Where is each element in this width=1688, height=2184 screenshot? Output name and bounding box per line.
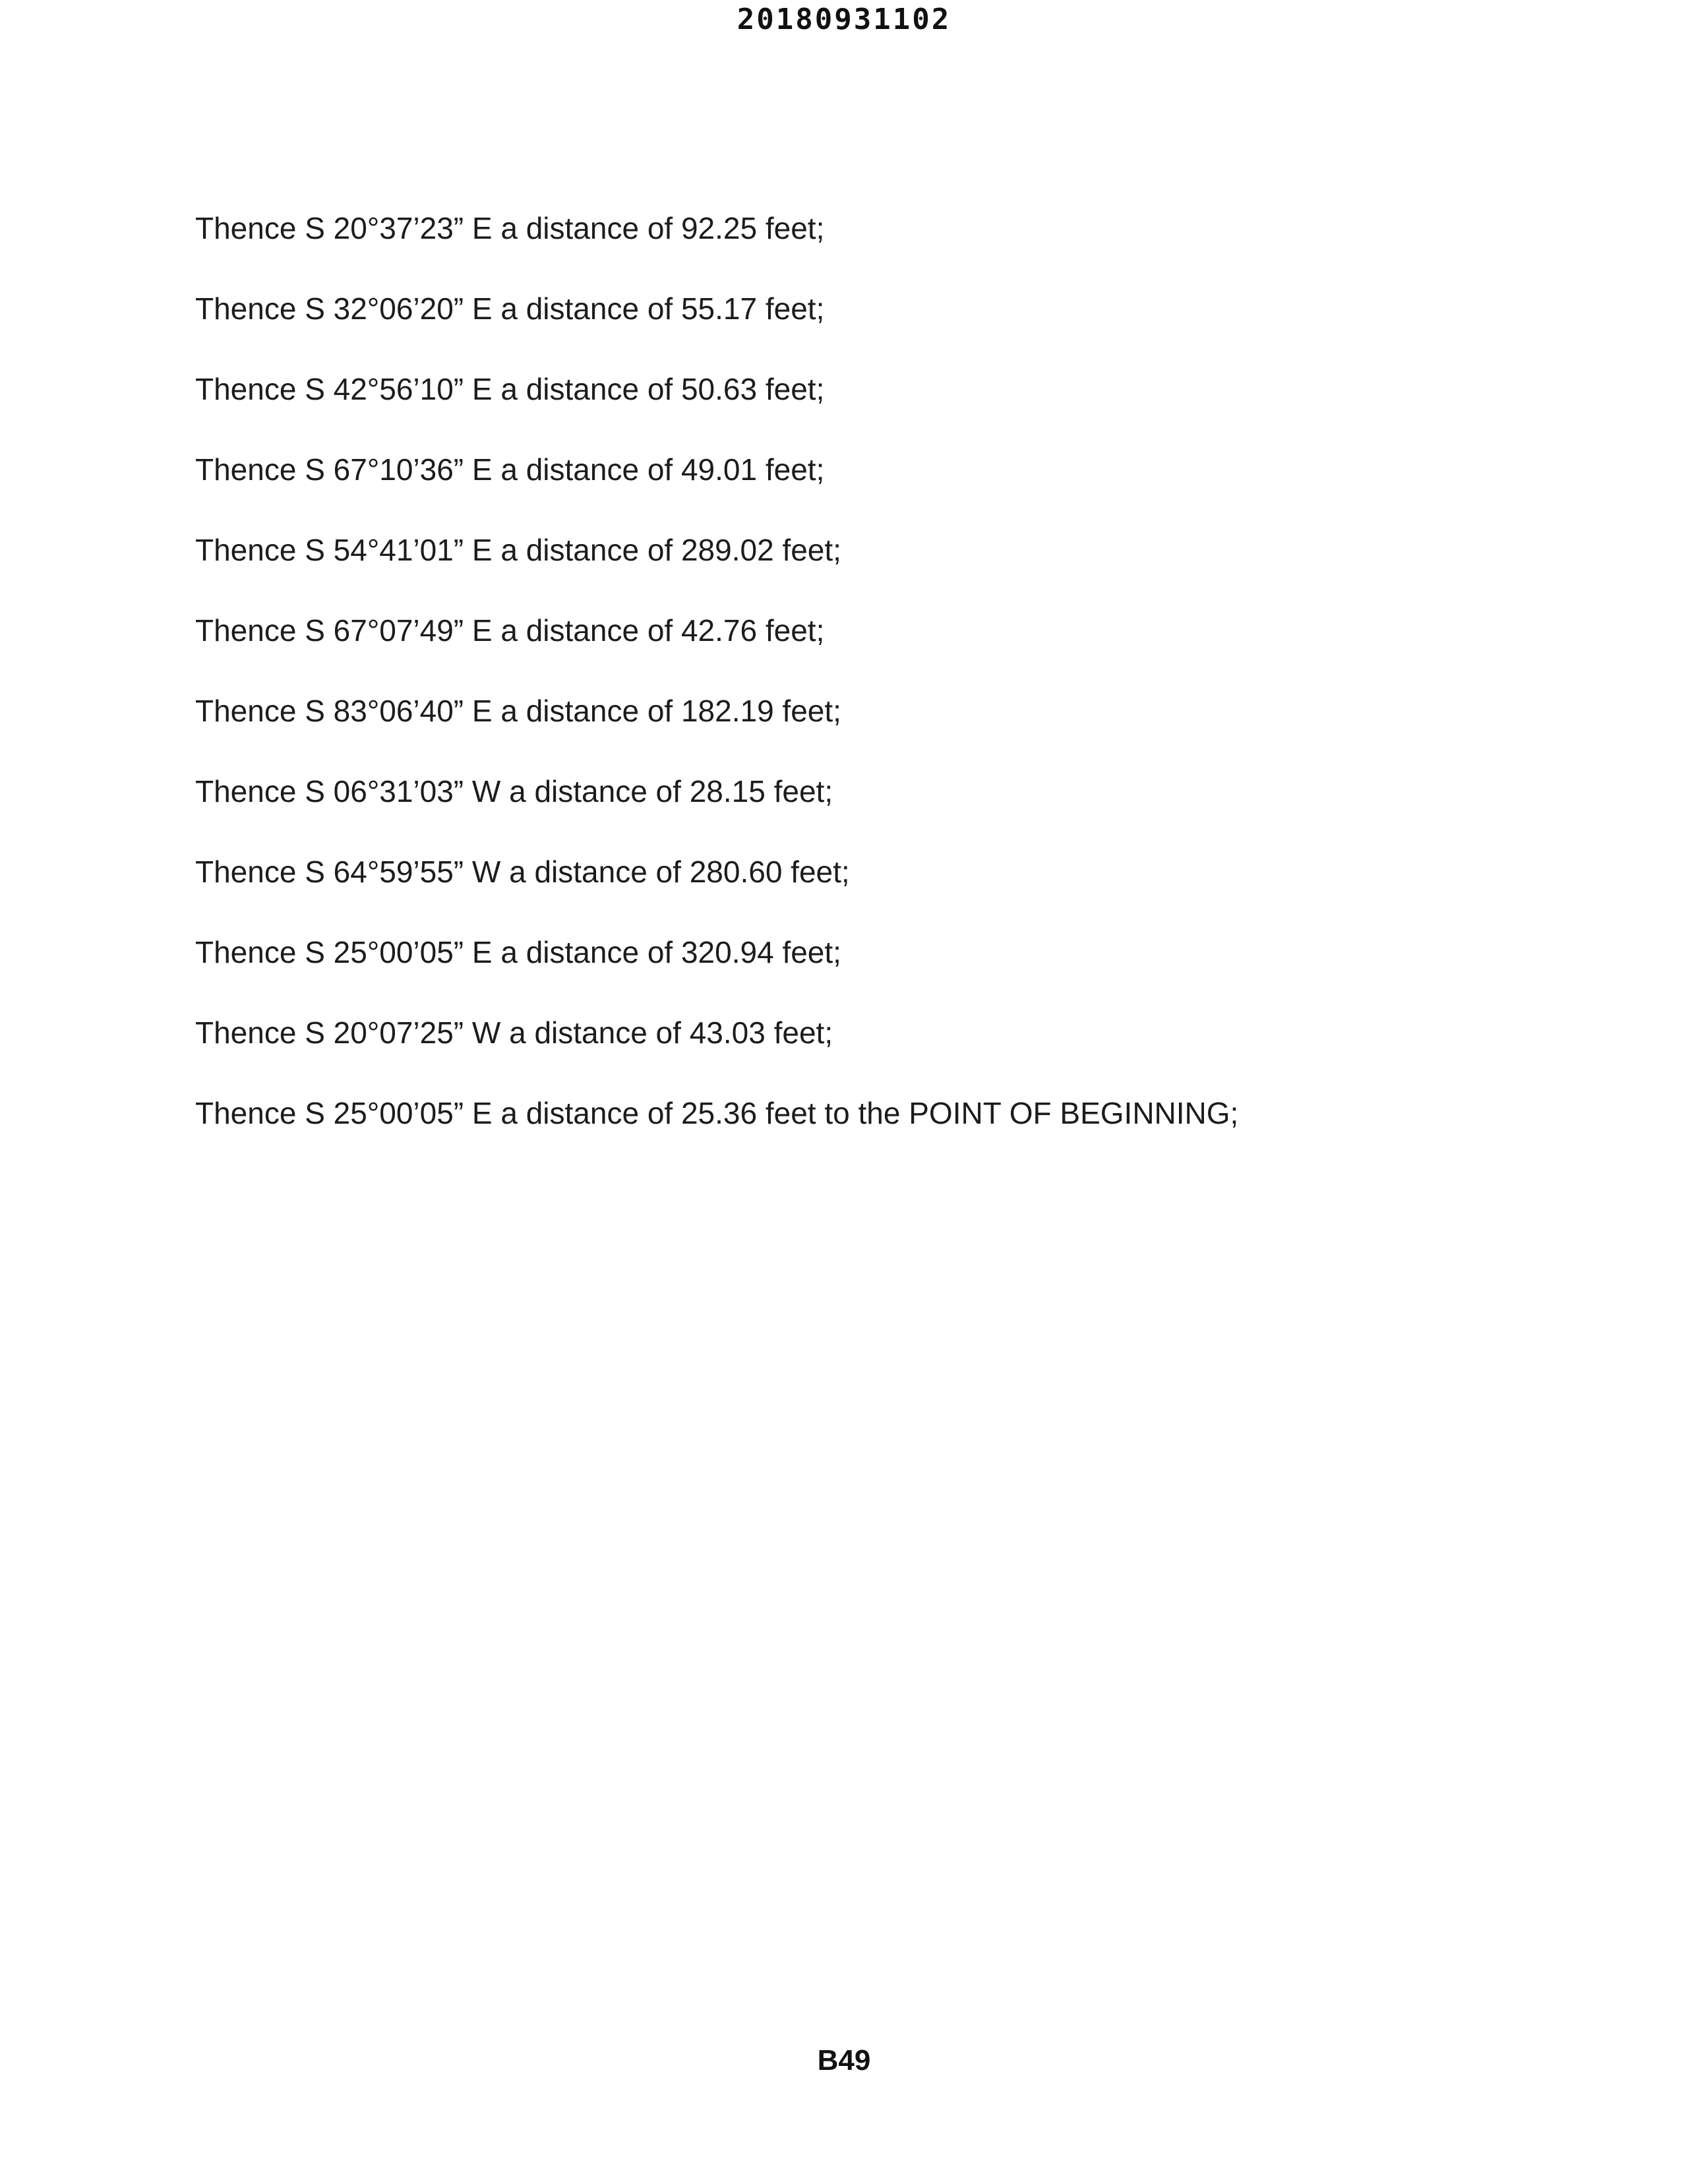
course-line-1: Thence S 20°37’23” E a distance of 92.25 feet; bbox=[195, 211, 825, 245]
course-line-3: Thence S 42°56’10” E a distance of 50.63 feet; bbox=[195, 372, 825, 406]
course-line-6: Thence S 67°07’49” E a distance of 42.76 feet; bbox=[195, 613, 825, 648]
course-line-7: Thence S 83°06’40” E a distance of 182.19 feet; bbox=[195, 694, 841, 728]
document-number: 20180931102 bbox=[737, 3, 951, 36]
course-line-9: Thence S 64°59’55” W a distance of 280.60 feet; bbox=[195, 855, 850, 889]
page-number: B49 bbox=[817, 2044, 871, 2077]
course-line-2: Thence S 32°06’20” E a distance of 55.17 feet; bbox=[195, 291, 825, 326]
course-line-8: Thence S 06°31’03” W a distance of 28.15 feet; bbox=[195, 774, 833, 808]
course-line-10: Thence S 25°00’05” E a distance of 320.94 feet; bbox=[195, 935, 841, 969]
course-line-12: Thence S 25°00’05” E a distance of 25.36 feet to the POINT OF BEGINNING; bbox=[195, 1096, 1239, 1130]
legal-description-courses bbox=[195, 210, 1580, 1175]
course-line-11: Thence S 20°07’25” W a distance of 43.03 feet; bbox=[195, 1016, 833, 1050]
course-line-5: Thence S 54°41’01” E a distance of 289.02 feet; bbox=[195, 533, 841, 567]
course-line-4: Thence S 67°10’36” E a distance of 49.01 feet; bbox=[195, 452, 825, 487]
